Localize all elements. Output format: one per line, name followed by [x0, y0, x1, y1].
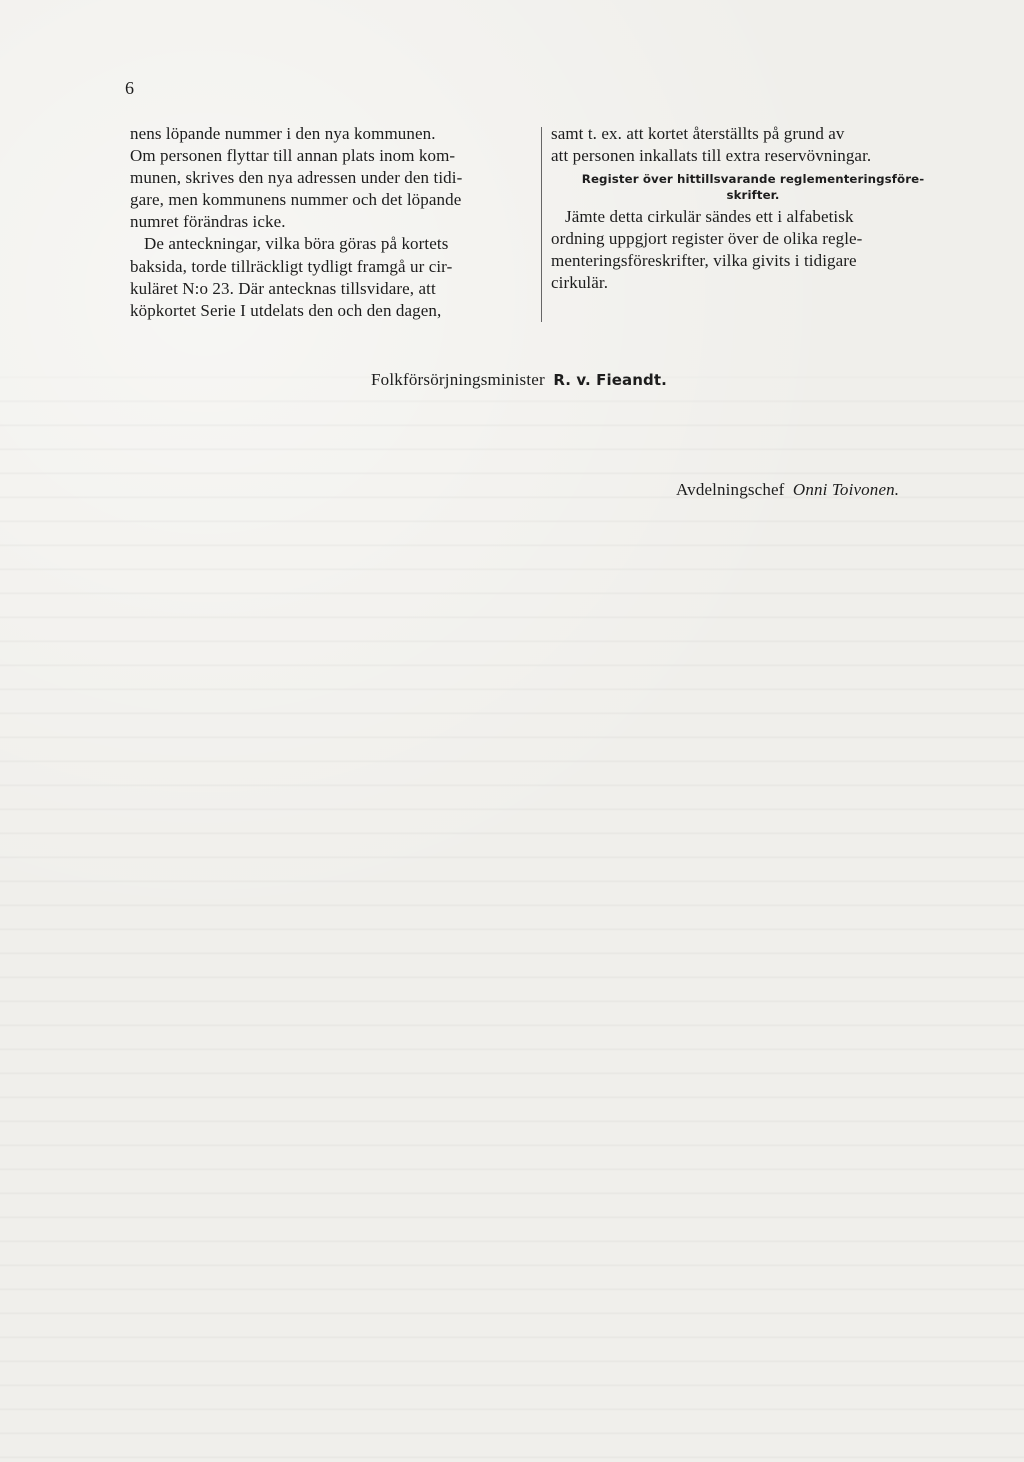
- department-head-signature: [676, 479, 899, 501]
- left-line-4: gare, men kommunens nummer och det löpande: [130, 190, 462, 210]
- left-line-2: Om personen flyttar till annan plats inom kom-: [130, 146, 456, 166]
- minister-title: Folkförsörjningsminister: [371, 370, 545, 389]
- right-line-3: Jämte detta cirkulär sändes ett i alfabetisk: [565, 207, 854, 227]
- right-line-4: ordning uppgjort register över de olika regle-: [551, 229, 863, 249]
- left-column: [130, 123, 530, 322]
- column-divider: [541, 127, 542, 322]
- register-subheading: [551, 172, 955, 202]
- right-line-6: cirkulär.: [551, 273, 609, 293]
- right-line-1: samt t. ex. att kortet återställts på grund av: [551, 124, 845, 143]
- left-line-7: baksida, torde tillräckligt tydligt framgå ur cir-: [130, 256, 453, 276]
- right-line-5: menteringsföreskrifter, vilka givits i tidigare: [551, 251, 857, 271]
- register-subheading-line-1: Register över hittillsvarande reglementeringsföre-: [581, 172, 925, 187]
- right-line-2: att personen inkallats till extra reservövningar.: [551, 146, 872, 166]
- left-line-5: numret förändras icke.: [130, 212, 286, 232]
- left-line-3: munen, skrives den nya adressen under den tidi-: [130, 168, 463, 188]
- left-line-6: De anteckningar, vilka böra göras på kortets: [144, 234, 449, 254]
- minister-signature: [371, 369, 667, 391]
- page-number: 6: [125, 78, 134, 98]
- department-head-name: Onni Toivonen.: [792, 480, 900, 499]
- right-column: [551, 123, 955, 295]
- department-head-title: Avdelningschef: [676, 480, 785, 499]
- minister-name: R. v. Fieandt.: [553, 371, 667, 389]
- left-line-9: köpkortet Serie I utdelats den och den dagen,: [130, 300, 442, 320]
- register-subheading-line-2: skrifter.: [726, 187, 780, 202]
- left-line-8: kuläret N:o 23. Där antecknas tillsvidare, att: [130, 278, 436, 298]
- left-line-1: nens löpande nummer i den nya kommunen.: [130, 124, 436, 143]
